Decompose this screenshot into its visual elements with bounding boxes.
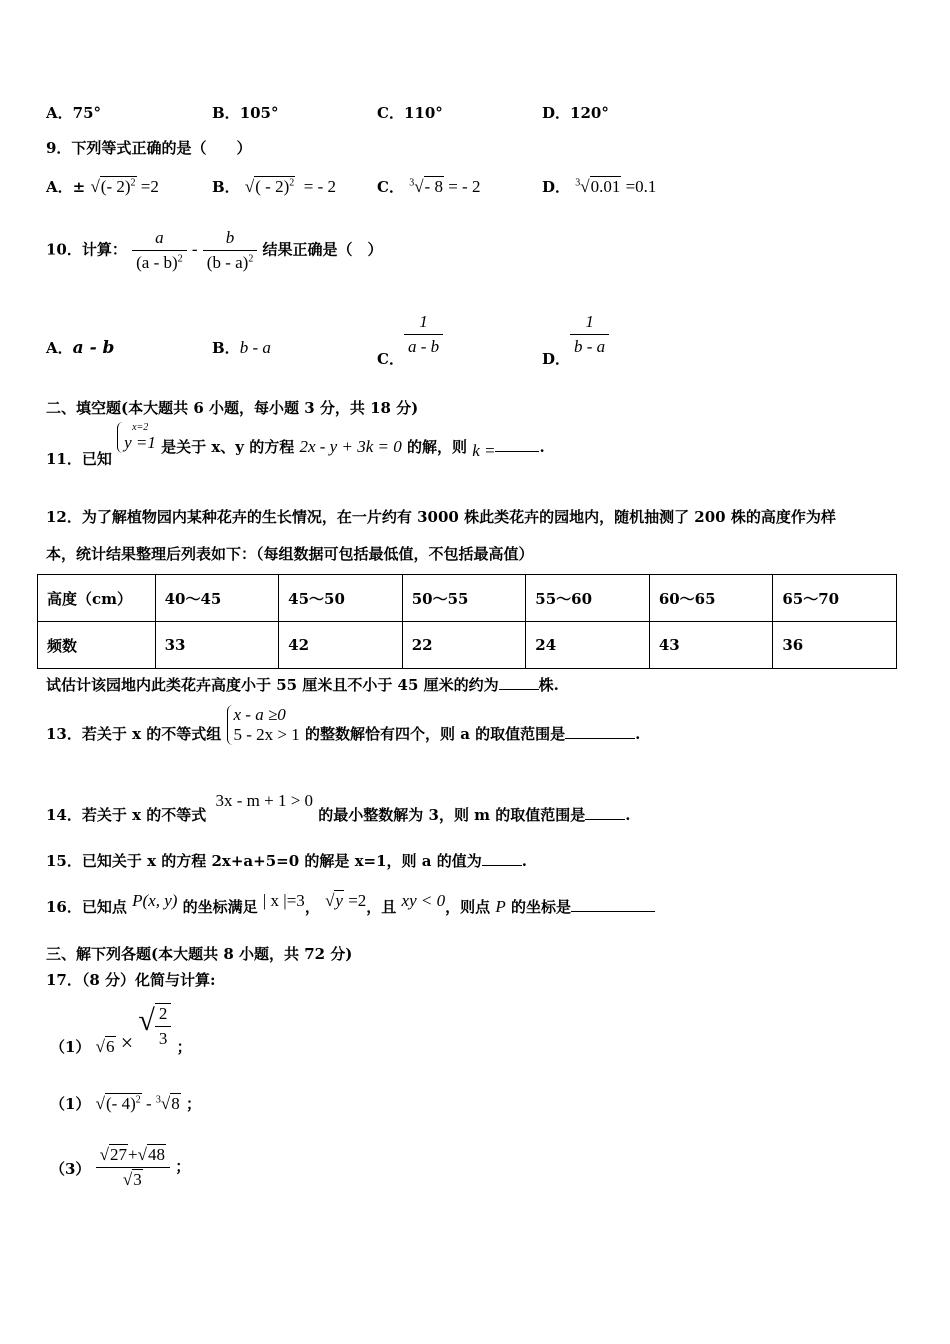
q9-option-a: A．± √(- 2)$^2$ =2: [46, 177, 159, 196]
table-cell: 65～70: [773, 575, 897, 622]
q17-stem: 17．（8 分）化简与计算:: [46, 971, 216, 989]
q17-part-3: （3） $\frac{√27+√48}{√3}$ ；: [50, 1145, 191, 1189]
table-cell: 36: [773, 622, 897, 669]
q10-option-a: A．a - b: [46, 338, 115, 358]
q14: 14．若关于 x 的不等式 3x - m + 1 > 0 的最小整数解为 3，则 m 的取值范围是 .: [46, 791, 631, 824]
table-cell: 55～60: [526, 575, 650, 622]
q11: 11．已知 x=2 y =1 是关于 x、y 的方程 2x - y + 3k = 0 的解，则 k = .: [46, 422, 545, 468]
table-cell: 33: [155, 622, 279, 669]
q10-option-d: D． $\frac{1}{b - a}$: [542, 312, 609, 357]
table-cell: 50～55: [402, 575, 526, 622]
q12-question: 试估计该园地内此类花卉高度小于 55 厘米且不小于 45 厘米的约为 株.: [46, 676, 559, 694]
q17-part-1: （1） √6 × √ $\frac{2}{3}$ ；: [50, 1004, 192, 1056]
q9-stem: 9．下列等式正确的是（ ）: [46, 139, 252, 157]
q12-line-2: 本，统计结果整理后列表如下：（每组数据可包括最低值，不包括最高值）: [46, 545, 534, 563]
q16: 16．已知点 P(x, y) 的坐标满足 | x |=3， √y =2，且 xy < 0，则点 P 的坐标是: [46, 890, 655, 911]
q8-option-d: D．120°: [542, 104, 609, 122]
table-cell: 45～50: [279, 575, 403, 622]
q10-fraction-1: $\frac{a}{(a - b)^2}$: [132, 228, 187, 273]
table-cell: 40～45: [155, 575, 279, 622]
q9-option-c: C． $^3$√- 8 = - 2: [377, 177, 481, 196]
q17-part-2: （1） √(- 4)$^2$ - $^3$√8 ；: [50, 1094, 202, 1113]
q14-answer-blank[interactable]: [585, 819, 625, 820]
q8-option-a: A．75°: [46, 104, 102, 122]
q9-option-d: D． $^3$√0.01 =0.1: [542, 177, 657, 196]
q15: 15．已知关于 x 的方程 2x+a+5=0 的解是 x=1，则 a 的值为 .: [46, 852, 527, 870]
q10-option-c: C． $\frac{1}{a - b}$: [377, 312, 443, 357]
table-cell: 高度（cm）: [38, 575, 156, 622]
q13: 13．若关于 x 的不等式组 x - a ≥0 5 - 2x > 1 的整数解恰有四个，则 a 的取值范围是 .: [46, 705, 641, 744]
frequency-table: [37, 574, 897, 669]
table-cell: 22: [402, 622, 526, 669]
q15-answer-blank[interactable]: [482, 865, 522, 866]
q9-option-b: B． √( - 2)$^2$ = - 2: [212, 177, 336, 196]
table-row: [38, 622, 897, 669]
table-cell: 60～65: [649, 575, 773, 622]
table-cell: 42: [279, 622, 403, 669]
section-3-title: 三、解下列各题(本大题共 8 小题，共 72 分): [46, 945, 353, 963]
q10-fraction-2: $\frac{b}{(b - a)^2}$: [203, 228, 258, 273]
q13-answer-blank[interactable]: [565, 738, 635, 739]
q8-option-c: C．110°: [377, 104, 443, 122]
q8-option-b: B．105°: [212, 104, 279, 122]
table-cell: 频数: [38, 622, 156, 669]
q12-answer-blank[interactable]: [499, 689, 539, 690]
q11-system: x=2 y =1: [117, 422, 156, 453]
table-cell: 24: [526, 622, 650, 669]
q16-answer-blank[interactable]: [571, 911, 655, 912]
q12-line-1: 12．为了解植物园内某种花卉的生长情况，在一片约有 3000 株此类花卉的园地内，随机抽测了 200 株的高度作为样: [46, 508, 836, 526]
q11-answer-blank[interactable]: [495, 451, 539, 452]
q13-system: x - a ≥0 5 - 2x > 1: [227, 705, 300, 745]
section-2-title: 二、填空题(本大题共 6 小题，每小题 3 分，共 18 分): [46, 399, 419, 417]
q10-stem: 10．计算： $\frac{a}{(a - b)^2}$ - $\frac{b}{(b - a)^2}$ 结果正确是（ ）: [46, 228, 383, 272]
q10-option-b: B．b - a: [212, 338, 271, 357]
table-cell: 43: [649, 622, 773, 669]
table-header-row: [38, 575, 897, 622]
